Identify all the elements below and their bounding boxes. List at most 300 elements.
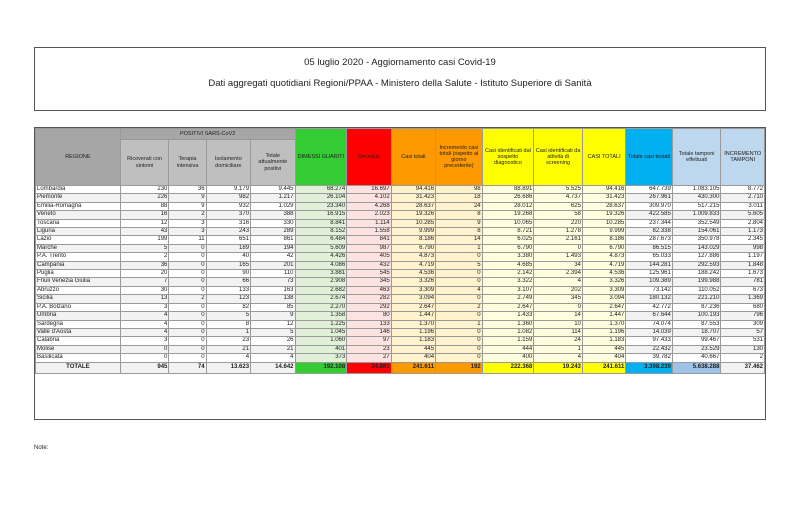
value-cell: 30 (120, 286, 169, 294)
value-cell: 8.186 (582, 236, 625, 244)
value-cell: 781 (721, 278, 765, 286)
value-cell: 5 (251, 328, 295, 336)
value-cell: 199.988 (672, 278, 721, 286)
value-cell: 21 (206, 345, 250, 353)
value-cell: 2.161 (534, 236, 583, 244)
value-cell: 67.644 (626, 312, 673, 320)
total-value-cell: 241.611 (391, 362, 435, 373)
table-row (36, 312, 765, 320)
col-incremento-tamponi: INCREMENTO TAMPONI (721, 129, 765, 186)
value-cell: 463 (347, 286, 391, 294)
value-cell: 82 (206, 303, 250, 311)
value-cell: 345 (534, 295, 583, 303)
value-cell: 316 (206, 219, 250, 227)
value-cell: 400 (482, 354, 534, 362)
value-cell: 445 (582, 345, 625, 353)
value-cell: 8.772 (721, 186, 765, 194)
value-cell: 5 (120, 244, 169, 252)
value-cell: 647.739 (626, 186, 673, 194)
value-cell: 287.673 (626, 236, 673, 244)
value-cell: 6.484 (295, 236, 347, 244)
table-body (36, 186, 765, 374)
value-cell: 23.340 (295, 202, 347, 210)
value-cell: 1.196 (391, 328, 435, 336)
table-row (36, 328, 765, 336)
value-cell: 57 (721, 328, 765, 336)
region-name-cell: Basilicata (36, 354, 121, 362)
report-subtitle: Dati aggregati quotidiani Regioni/PPAA - Ministero della Salute - Istituto Superiore di Sanità (208, 78, 592, 89)
col-group-positivi: POSITIVI SARS-CoV2 (120, 129, 295, 140)
value-cell: 14.039 (626, 328, 673, 336)
value-cell: 110 (251, 270, 295, 278)
value-cell: 6.025 (482, 236, 534, 244)
value-cell: 4.719 (582, 261, 625, 269)
value-cell: 673 (721, 286, 765, 294)
value-cell: 2 (436, 303, 483, 311)
value-cell: 350.978 (672, 236, 721, 244)
table-row (36, 295, 765, 303)
value-cell: 99.467 (672, 337, 721, 345)
value-cell: 1.360 (482, 320, 534, 328)
value-cell: 8.721 (482, 228, 534, 236)
value-cell: 87.236 (672, 303, 721, 311)
value-cell: 4.719 (391, 261, 435, 269)
value-cell: 4.873 (391, 253, 435, 261)
value-cell: 220 (534, 219, 583, 227)
table-row (36, 354, 765, 362)
value-cell: 201 (251, 261, 295, 269)
table-row (36, 244, 765, 252)
value-cell: 127.886 (672, 253, 721, 261)
value-cell: 0 (169, 345, 206, 353)
value-cell: 8 (436, 228, 483, 236)
value-cell: 1.197 (721, 253, 765, 261)
value-cell: 14 (436, 236, 483, 244)
region-name-cell: Campania (36, 261, 121, 269)
value-cell: 114 (534, 328, 583, 336)
value-cell: 3.380 (482, 253, 534, 261)
value-cell: 3.881 (295, 270, 347, 278)
table-row (36, 278, 765, 286)
value-cell: 221.210 (672, 295, 721, 303)
value-cell: 2.142 (482, 270, 534, 278)
value-cell: 3 (169, 228, 206, 236)
value-cell: 1.173 (721, 228, 765, 236)
value-cell: 545 (347, 270, 391, 278)
covid-table-container (34, 127, 766, 420)
value-cell: 3.094 (582, 295, 625, 303)
table-row (36, 219, 765, 227)
value-cell: 68.274 (295, 186, 347, 194)
value-cell: 97 (347, 337, 391, 345)
table-row (36, 320, 765, 328)
value-cell: 28.637 (582, 202, 625, 210)
value-cell: 4.536 (391, 270, 435, 278)
value-cell: 10.285 (582, 219, 625, 227)
value-cell: 4.102 (347, 194, 391, 202)
value-cell: 3.107 (482, 286, 534, 294)
value-cell: 2.647 (391, 303, 435, 311)
value-cell: 517.215 (672, 202, 721, 210)
value-cell: 987 (347, 244, 391, 252)
value-cell: 373 (295, 354, 347, 362)
value-cell: 1.029 (251, 202, 295, 210)
value-cell: 1.447 (582, 312, 625, 320)
value-cell: 4.536 (582, 270, 625, 278)
total-value-cell: 192 (436, 362, 483, 373)
value-cell: 65.033 (626, 253, 673, 261)
value-cell: 88 (120, 202, 169, 210)
value-cell: 1.196 (582, 328, 625, 336)
value-cell: 0 (120, 345, 169, 353)
col-sospetto: Casi identificati dal sospetto diagnostico (482, 129, 534, 186)
value-cell: 94.416 (582, 186, 625, 194)
value-cell: 2.682 (295, 286, 347, 294)
region-name-cell: Calabria (36, 337, 121, 345)
value-cell: 5.525 (534, 186, 583, 194)
value-cell: 4.685 (482, 261, 534, 269)
value-cell: 531 (721, 337, 765, 345)
value-cell: 26.686 (482, 194, 534, 202)
value-cell: 4.737 (534, 194, 583, 202)
value-cell: 144.281 (626, 261, 673, 269)
value-cell: 0 (169, 278, 206, 286)
value-cell: 0 (436, 295, 483, 303)
total-value-cell: 13.623 (206, 362, 250, 373)
value-cell: 267.961 (626, 194, 673, 202)
value-cell: 1.183 (582, 337, 625, 345)
value-cell: 19.326 (391, 211, 435, 219)
value-cell: 2.647 (582, 303, 625, 311)
value-cell: 9.179 (206, 186, 250, 194)
value-cell: 1.278 (534, 228, 583, 236)
value-cell: 3.309 (391, 286, 435, 294)
value-cell: 0 (169, 244, 206, 252)
col-terapia: Terapia intensiva (169, 140, 206, 186)
value-cell: 2.674 (295, 295, 347, 303)
value-cell: 861 (251, 236, 295, 244)
value-cell: 5.609 (295, 244, 347, 252)
value-cell: 36 (120, 261, 169, 269)
col-deceduti: Deceduti (347, 129, 391, 186)
region-name-cell: Sardegna (36, 320, 121, 328)
region-name-cell: Liguria (36, 228, 121, 236)
value-cell: 1.558 (347, 228, 391, 236)
value-cell: 90 (206, 270, 250, 278)
total-value-cell: 34.861 (347, 362, 391, 373)
value-cell: 0 (436, 328, 483, 336)
total-value-cell: 3.398.239 (626, 362, 673, 373)
value-cell: 3 (120, 337, 169, 345)
value-cell: 26.104 (295, 194, 347, 202)
value-cell: 18.707 (672, 328, 721, 336)
value-cell: 27 (347, 354, 391, 362)
value-cell: 26 (251, 337, 295, 345)
value-cell: 4.873 (582, 253, 625, 261)
region-name-cell: Veneto (36, 211, 121, 219)
value-cell: 10 (534, 320, 583, 328)
value-cell: 370 (206, 211, 250, 219)
total-value-cell: 19.243 (534, 362, 583, 373)
value-cell: 23 (347, 345, 391, 353)
value-cell: 180.132 (626, 295, 673, 303)
value-cell: 1.060 (295, 337, 347, 345)
col-casi-totali-2: CASI TOTALI (582, 129, 625, 186)
value-cell: 28.637 (391, 202, 435, 210)
region-name-cell: Toscana (36, 219, 121, 227)
region-name-cell: Lombardia (36, 186, 121, 194)
value-cell: 85 (251, 303, 295, 311)
total-row (36, 362, 765, 373)
report-header (34, 47, 766, 111)
value-cell: 243 (206, 228, 250, 236)
table-row (36, 211, 765, 219)
value-cell: 1.673 (721, 270, 765, 278)
value-cell: 292.593 (672, 261, 721, 269)
value-cell: 40 (206, 253, 250, 261)
value-cell: 2.270 (295, 303, 347, 311)
value-cell: 8.152 (295, 228, 347, 236)
value-cell: 80 (347, 312, 391, 320)
table-row (36, 202, 765, 210)
region-name-cell: Umbria (36, 312, 121, 320)
value-cell: 188.242 (672, 270, 721, 278)
table-row (36, 236, 765, 244)
value-cell: 130 (721, 345, 765, 353)
value-cell: 2 (120, 253, 169, 261)
value-cell: 0 (169, 337, 206, 345)
value-cell: 24 (534, 337, 583, 345)
value-cell: 4.426 (295, 253, 347, 261)
value-cell: 309.970 (626, 202, 673, 210)
value-cell: 0 (169, 253, 206, 261)
value-cell: 1.369 (721, 295, 765, 303)
value-cell: 0 (169, 286, 206, 294)
table-row (36, 186, 765, 194)
value-cell: 230 (120, 186, 169, 194)
value-cell: 43 (120, 228, 169, 236)
value-cell: 3.309 (582, 286, 625, 294)
value-cell: 345 (347, 278, 391, 286)
value-cell: 0 (436, 337, 483, 345)
value-cell: 82.338 (626, 228, 673, 236)
value-cell: 0 (169, 261, 206, 269)
value-cell: 1.447 (391, 312, 435, 320)
region-name-cell: Marche (36, 244, 121, 252)
value-cell: 22.432 (626, 345, 673, 353)
value-cell: 133 (347, 320, 391, 328)
value-cell: 1.433 (482, 312, 534, 320)
value-cell: 3.326 (391, 278, 435, 286)
table-row (36, 337, 765, 345)
value-cell: 404 (582, 354, 625, 362)
value-cell: 19.268 (482, 211, 534, 219)
value-cell: 0 (436, 354, 483, 362)
value-cell: 680 (721, 303, 765, 311)
value-cell: 39.782 (626, 354, 673, 362)
value-cell: 0 (169, 303, 206, 311)
value-cell: 34 (534, 261, 583, 269)
total-value-cell: 37.462 (721, 362, 765, 373)
value-cell: 86.515 (626, 244, 673, 252)
table-row (36, 286, 765, 294)
value-cell: 625 (534, 202, 583, 210)
value-cell: 4 (120, 312, 169, 320)
value-cell: 14 (534, 312, 583, 320)
value-cell: 98 (436, 186, 483, 194)
value-cell: 125.961 (626, 270, 673, 278)
total-label-cell: TOTALE (36, 362, 121, 373)
value-cell: 4 (120, 320, 169, 328)
value-cell: 94.416 (391, 186, 435, 194)
value-cell: 138 (251, 295, 295, 303)
region-name-cell: Emilia-Romagna (36, 202, 121, 210)
col-screening: Casi identificati da attività di screening (534, 129, 583, 186)
col-isolamento: Isolamento domiciliare (206, 140, 250, 186)
value-cell: 19.326 (582, 211, 625, 219)
region-name-cell: Valle d'Aosta (36, 328, 121, 336)
value-cell: 4 (436, 286, 483, 294)
value-cell: 6.790 (391, 244, 435, 252)
col-regione: REGIONE (36, 129, 121, 186)
col-totale-positivi: Totale attualmente positivi (251, 140, 295, 186)
value-cell: 422.585 (626, 211, 673, 219)
value-cell: 0 (169, 320, 206, 328)
value-cell: 0 (534, 244, 583, 252)
value-cell: 2 (169, 295, 206, 303)
value-cell: 73 (251, 278, 295, 286)
value-cell: 12 (251, 320, 295, 328)
value-cell: 430.300 (672, 194, 721, 202)
value-cell: 388 (251, 211, 295, 219)
table-row (36, 303, 765, 311)
value-cell: 4 (534, 354, 583, 362)
value-cell: 8 (436, 211, 483, 219)
col-incremento: Incremento casi totali (rispetto al giorno precedente) (436, 129, 483, 186)
value-cell: 2.804 (721, 219, 765, 227)
value-cell: 2.908 (295, 278, 347, 286)
value-cell: 2.749 (482, 295, 534, 303)
value-cell: 133 (206, 286, 250, 294)
table-row (36, 253, 765, 261)
total-value-cell: 14.642 (251, 362, 295, 373)
value-cell: 23 (206, 337, 250, 345)
value-cell: 2.345 (721, 236, 765, 244)
total-value-cell: 192.108 (295, 362, 347, 373)
value-cell: 1.114 (347, 219, 391, 227)
value-cell: 40.667 (672, 354, 721, 362)
total-value-cell: 5.638.288 (672, 362, 721, 373)
value-cell: 0 (120, 354, 169, 362)
table-row (36, 345, 765, 353)
region-name-cell: Abruzzo (36, 286, 121, 294)
value-cell: 4 (120, 328, 169, 336)
value-cell: 0 (436, 270, 483, 278)
value-cell: 18 (436, 194, 483, 202)
col-ricoverati: Ricoverati con sintomi (120, 140, 169, 186)
value-cell: 5 (436, 261, 483, 269)
value-cell: 5.605 (721, 211, 765, 219)
value-cell: 5 (206, 312, 250, 320)
value-cell: 292 (347, 303, 391, 311)
value-cell: 36 (169, 186, 206, 194)
value-cell: 0 (436, 253, 483, 261)
value-cell: 1 (436, 320, 483, 328)
value-cell: 841 (347, 236, 391, 244)
value-cell: 651 (206, 236, 250, 244)
value-cell: 445 (391, 345, 435, 353)
value-cell: 202 (534, 286, 583, 294)
value-cell: 100.193 (672, 312, 721, 320)
region-name-cell: Friuli Venezia Giulia (36, 278, 121, 286)
value-cell: 24 (436, 202, 483, 210)
value-cell: 0 (169, 328, 206, 336)
value-cell: 10.285 (391, 219, 435, 227)
value-cell: 3.322 (482, 278, 534, 286)
value-cell: 0 (436, 278, 483, 286)
covid-data-table (35, 128, 765, 374)
value-cell: 3 (169, 219, 206, 227)
value-cell: 2.023 (347, 211, 391, 219)
value-cell: 9 (169, 194, 206, 202)
value-cell: 9.445 (251, 186, 295, 194)
table-row (36, 228, 765, 236)
total-value-cell: 945 (120, 362, 169, 373)
value-cell: 31.423 (391, 194, 435, 202)
col-tamponi: Totale tamponi effettuati (672, 129, 721, 186)
value-cell: 163 (251, 286, 295, 294)
value-cell: 1.082 (482, 328, 534, 336)
value-cell: 3.326 (582, 278, 625, 286)
value-cell: 309 (721, 320, 765, 328)
value-cell: 110.052 (672, 286, 721, 294)
value-cell: 4.268 (347, 202, 391, 210)
value-cell: 1.217 (251, 194, 295, 202)
value-cell: 31.423 (582, 194, 625, 202)
total-value-cell: 74 (169, 362, 206, 373)
value-cell: 432 (347, 261, 391, 269)
region-name-cell: P.A. Bolzano (36, 303, 121, 311)
value-cell: 1 (206, 328, 250, 336)
value-cell: 4 (206, 354, 250, 362)
value-cell: 3.094 (391, 295, 435, 303)
value-cell: 282 (347, 295, 391, 303)
value-cell: 2.647 (482, 303, 534, 311)
value-cell: 1.370 (582, 320, 625, 328)
value-cell: 97.433 (626, 337, 673, 345)
value-cell: 1.848 (721, 261, 765, 269)
value-cell: 73.142 (626, 286, 673, 294)
value-cell: 1 (534, 345, 583, 353)
value-cell: 352.549 (672, 219, 721, 227)
value-cell: 16 (120, 211, 169, 219)
value-cell: 998 (721, 244, 765, 252)
value-cell: 66 (206, 278, 250, 286)
value-cell: 21 (251, 345, 295, 353)
value-cell: 1.370 (391, 320, 435, 328)
value-cell: 1.183 (391, 337, 435, 345)
value-cell: 1.493 (534, 253, 583, 261)
region-name-cell: Sicilia (36, 295, 121, 303)
value-cell: 1.009.833 (672, 211, 721, 219)
region-name-cell: Piemonte (36, 194, 121, 202)
value-cell: 1 (436, 244, 483, 252)
region-name-cell: Molise (36, 345, 121, 353)
table-row (36, 270, 765, 278)
value-cell: 87.553 (672, 320, 721, 328)
value-cell: 23.529 (672, 345, 721, 353)
value-cell: 1.225 (295, 320, 347, 328)
